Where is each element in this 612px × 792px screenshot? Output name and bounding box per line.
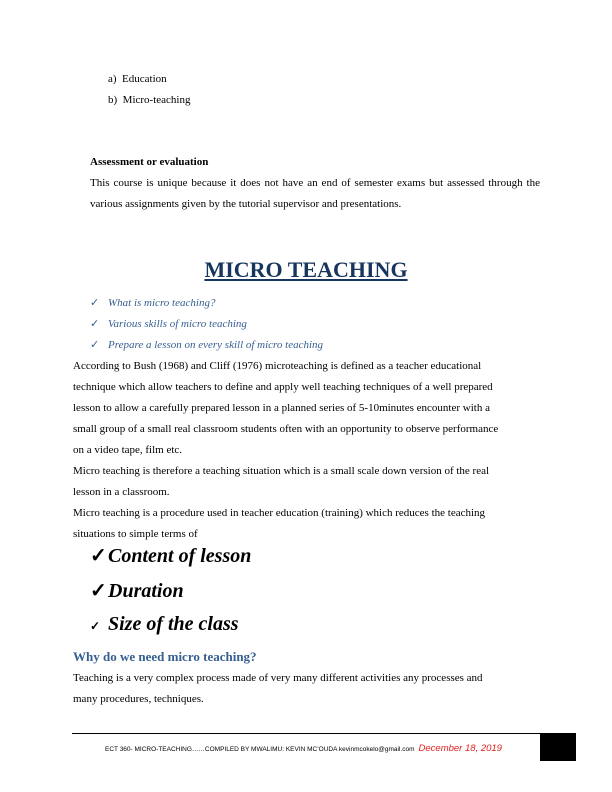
body-line: lesson to allow a carefully prepared lesson in a planned series of 5-10minutes encounter with a bbox=[73, 402, 490, 414]
assessment-heading: Assessment or evaluation bbox=[90, 156, 209, 168]
checkmark-icon: ✓ bbox=[90, 545, 107, 567]
checkmark-icon: ✓ bbox=[90, 318, 100, 330]
checkmark-icon: ✓ bbox=[90, 619, 101, 633]
page-title: MICRO TEACHING bbox=[204, 257, 408, 282]
assessment-paragraph: This course is unique because it does not have an end of semester exams but assessed through the various assignments given by the tutorial supervisor and presentations. bbox=[90, 177, 540, 210]
why-text bbox=[73, 668, 533, 710]
footer-divider bbox=[72, 733, 576, 734]
body-line: Micro teaching is a procedure used in teacher education (training) which reduces the teaching bbox=[73, 507, 486, 519]
body-line: on a video tape, film etc. bbox=[73, 444, 183, 456]
body-line: many procedures, techniques. bbox=[73, 693, 204, 705]
objective-item: ✓ Prepare a lesson on every skill of micro teaching bbox=[90, 339, 324, 351]
objective-item: ✓ Various skills of micro teaching bbox=[90, 318, 247, 330]
objective-item: ✓ What is micro teaching? bbox=[90, 297, 216, 309]
page-number-box bbox=[540, 734, 576, 761]
term-item: ✓Duration bbox=[90, 580, 184, 602]
body-line: situations to simple terms of bbox=[73, 528, 198, 540]
body-line: Micro teaching is therefore a teaching situation which is a small scale down version of the real bbox=[73, 465, 490, 477]
body-text bbox=[73, 356, 533, 545]
list-item-education: a) Education bbox=[108, 73, 167, 85]
term-item: ✓Content of lesson bbox=[90, 545, 252, 567]
checkmark-icon: ✓ bbox=[90, 297, 100, 309]
footer-date: December 18, 2019 bbox=[418, 743, 502, 754]
body-line: According to Bush (1968) and Cliff (1976) microteaching is defined as a teacher educational bbox=[73, 360, 482, 372]
body-line: Teaching is a very complex process made of very many different activities any processes and bbox=[73, 672, 483, 684]
body-line: technique which allow teachers to define and apply well teaching techniques of a well prepared bbox=[73, 381, 493, 393]
checkmark-icon: ✓ bbox=[90, 580, 107, 602]
checkmark-icon: ✓ bbox=[90, 339, 100, 351]
list-item-micro-teaching: b) Micro-teaching bbox=[108, 94, 191, 106]
footer bbox=[105, 743, 502, 754]
body-line: small group of a small real classroom students often with an opportunity to observe performance bbox=[73, 423, 499, 435]
body-line: lesson in a classroom. bbox=[73, 486, 170, 498]
term-item: ✓ Size of the class bbox=[90, 613, 239, 635]
why-heading: Why do we need micro teaching? bbox=[73, 649, 257, 664]
footer-text: ECT 360- MICRO-TEACHING……COMPILED BY MWALIMU: KEVIN MC’OUDA kevinmcokelo@gmail.com bbox=[105, 746, 415, 753]
